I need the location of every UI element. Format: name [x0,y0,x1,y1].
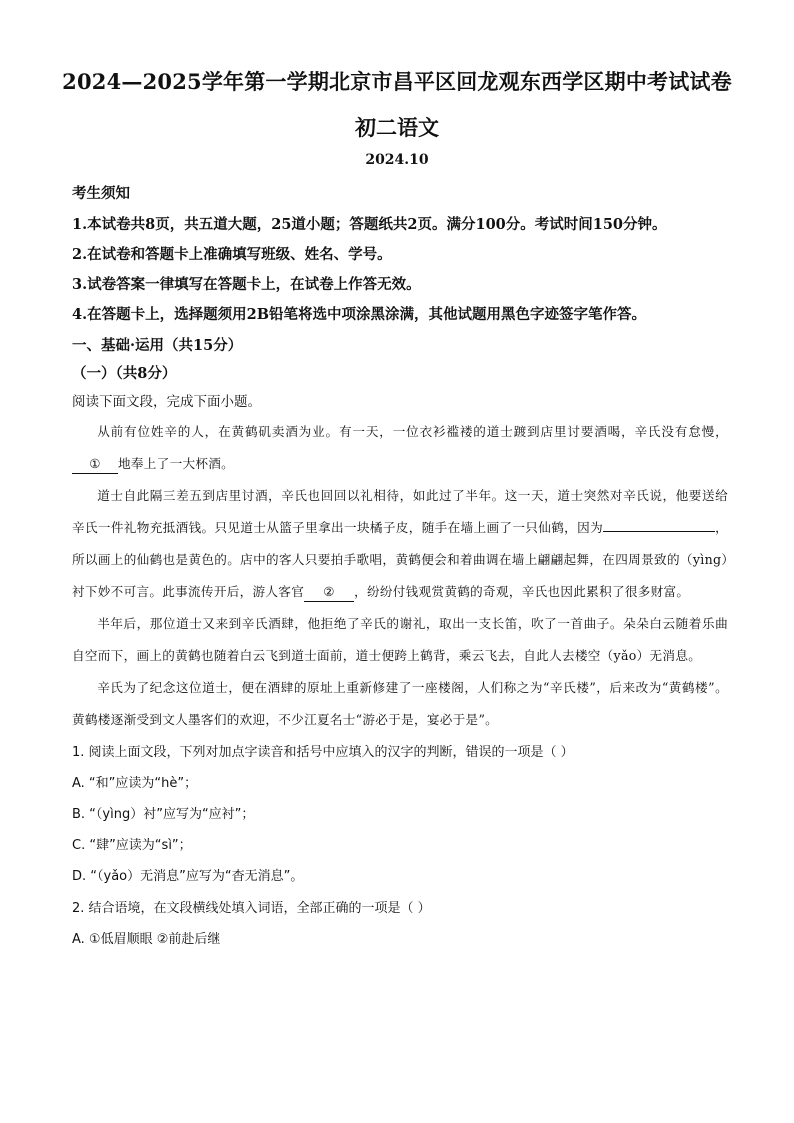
question-1-stem: 1. 阅读上面文段，下列对加点字读音和括号中应填入的汉字的判断，错误的一项是（ ） [72,745,574,760]
notice-heading: 考生须知 [72,185,130,202]
story-text: ，纷纷付钱观赏黄鹤的奇观，辛氏也因此累积了很多财富。 [354,584,690,599]
notice-item: 3.试卷答案一律填写在答题卡上，在试卷上作答无效。 [72,276,421,293]
story-text: 道士自此隔三差五到店里讨酒，辛氏也回回以礼相待，如此过了半年。这一天，道士突然对辛氏说，他要送给辛氏一件礼物充抵酒钱。只见道士从篮子里拿出一块橘子皮，随手在墙上画了一只仙鹤，因为 [72,488,728,535]
part-heading: （一）（共8分） [72,365,177,382]
notice-item: 4.在答题卡上，选择题须用2B铅笔将选中项涂黑涂满，其他试题用黑色字迹签字笔作答。 [72,306,646,323]
exam-date: 2024.10 [365,152,429,168]
story-paragraph-1 [72,416,728,480]
question-2-stem: 2. 结合语境，在文段横线处填入词语，全部正确的一项是（ ） [72,901,431,916]
notice-item: 2.在试卷和答题卡上准确填写班级、姓名、学号。 [72,246,392,263]
question-2-option-a: A. ①低眉顺眼 ②前赴后继 [72,932,221,947]
blank-reason [603,531,715,532]
exam-content [72,178,728,955]
notice-item: 1.本试卷共8页，共五道大题，25道小题；答题纸共2页。满分100分。考试时间150分钟。 [72,216,667,233]
story-text: 从前有位姓辛的人，在黄鹤矶卖酒为业。有一天，一位衣衫褴褛的道士踱到店里讨要酒喝，辛氏没有怠慢， [97,424,728,439]
exam-title: 2024—2025学年第一学期北京市昌平区回龙观东西学区期中考试试卷 [62,69,732,94]
story-paragraph-3: 半年后，那位道士又来到辛氏酒肆，他拒绝了辛氏的谢礼，取出一支长笛，吹了一首曲子。朵朵白云随着乐曲自空而下，画上的黄鹤也随着白云飞到道士面前，道士便跨上鹤背，乘云飞去，自此人去楼空（yǎo）无消息。 [72,616,728,663]
exam-subject: 初二语文 [355,115,439,140]
story-text: 地奉上了一大杯酒。 [118,456,235,471]
question-1-option-b: B. “（yìng）衬”应写为“应衬”； [72,807,255,822]
story-paragraph-2 [72,480,728,608]
section-heading: 一、基础·运用（共15分） [72,337,243,354]
question-1-option-d: D. “（yǎo）无消息”应写为“杳无消息”。 [72,869,304,884]
blank-2: ② [304,583,354,602]
question-1-option-c: C. “肆”应读为“sì”； [72,838,192,853]
story-paragraph-4: 辛氏为了纪念这位道士，便在酒肆的原址上重新修建了一座楼阁，人们称之为“辛氏楼”，后来改为“黄鹤楼”。黄鹤楼逐渐受到文人墨客们的欢迎，不少江夏名士“游必于是，宴必于是”。 [72,680,728,727]
reading-instruction: 阅读下面文段，完成下面小题。 [72,394,261,410]
question-1-option-a: A. “和”应读为“hè”； [72,776,198,791]
story-text: ，所以画上的仙鹤也是黄色的。店中的客人只要拍手歌唱，黄鹤便会和着曲调在墙上翩翩起舞，在四周景致的（yìng）衬下妙不可言。此事流传开后，游人客官 [72,520,728,599]
blank-1: ① [72,455,118,474]
